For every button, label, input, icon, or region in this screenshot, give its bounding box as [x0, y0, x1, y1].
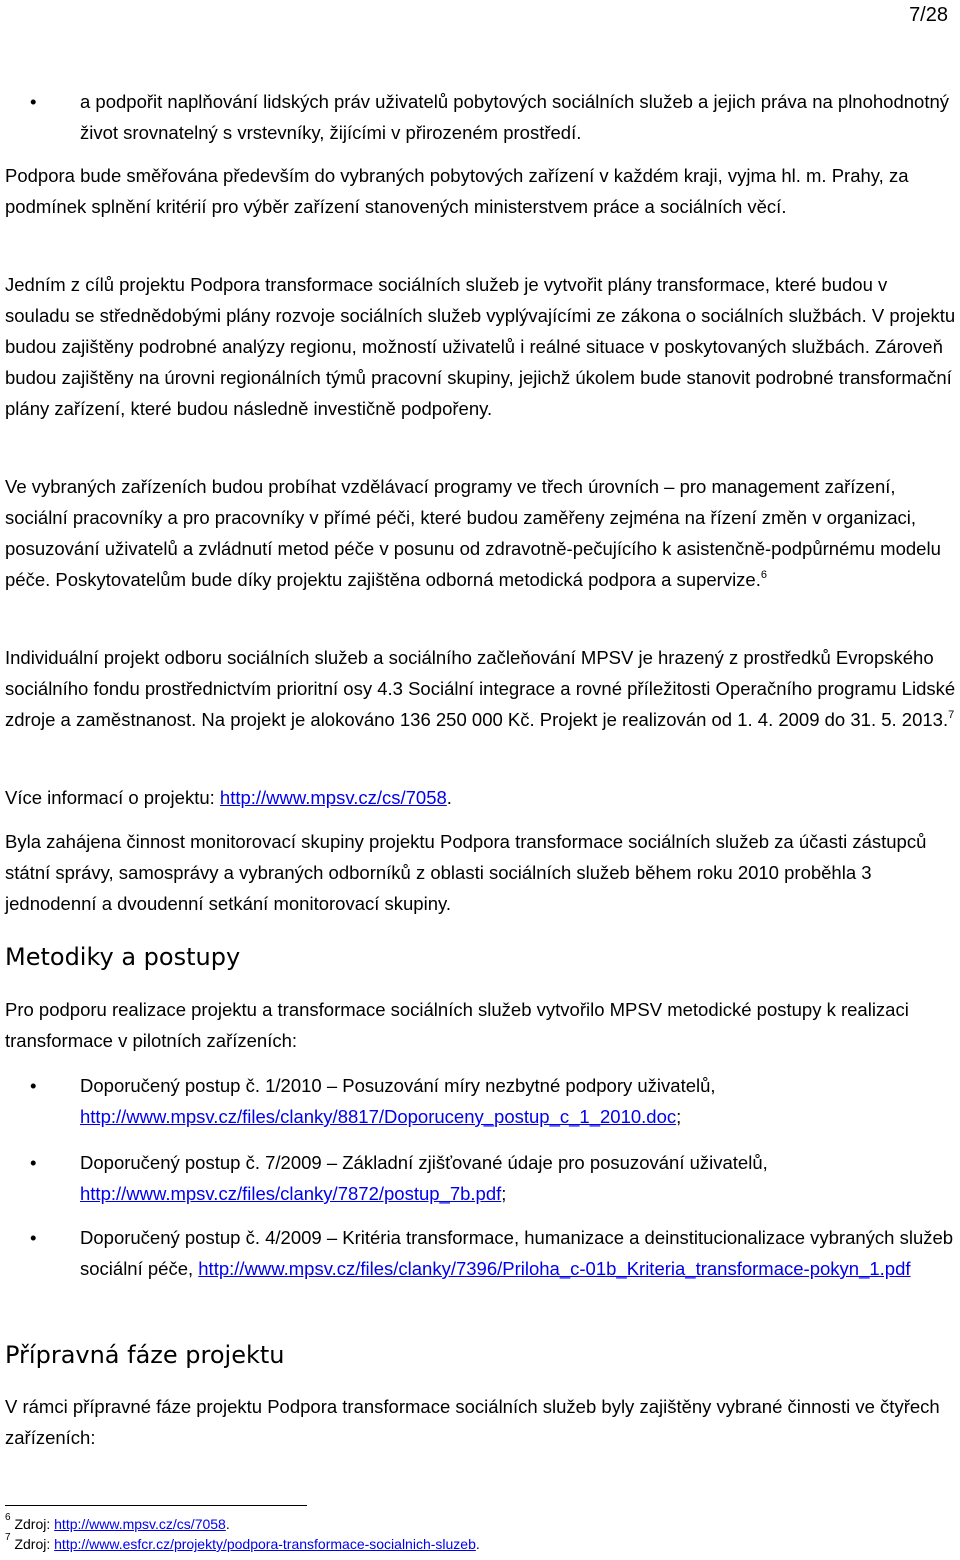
footnote-divider [5, 1505, 307, 1506]
bullet-text [80, 1222, 957, 1284]
paragraph-text: Ve vybraných zařízeních budou probíhat vzdělávací programy ve třech úrovních – pro management zařízení, sociální pracovníky a pro pracovníky v přímé péči, které budou zaměřeny zejména na řízení změn v organizaci, posuzování uživatelů a zvládnutí metod péče v posunu od zdravotně-pečujícího k asistenčně-podpůrnému modelu péče. Poskytovatelům bude díky projektu zajištěna odborná metodická podpora a supervize. [5, 476, 941, 590]
paragraph-text: . [446, 787, 452, 808]
paragraph [5, 782, 957, 813]
footnote [5, 1512, 230, 1533]
bullet-text [80, 1147, 957, 1209]
footnote-suffix: . [225, 1516, 230, 1532]
paragraph [5, 471, 957, 595]
list-item [5, 1147, 957, 1209]
list-item-suffix: ; [676, 1106, 682, 1127]
bullet-icon: • [30, 1152, 37, 1173]
section-heading: Přípravná fáze projektu [5, 1341, 285, 1369]
list-item-text: Doporučený postup č. 4/2009 – Kritéria transformace, humanizace a deinstitucionalizace vybraných služeb sociální péče, [80, 1227, 954, 1279]
list-item-text: Doporučený postup č. 7/2009 – Základní zjišťované údaje pro posuzování uživatelů, [80, 1152, 768, 1173]
footnote-link[interactable]: http://www.mpsv.cz/cs/7058 [54, 1516, 226, 1532]
footnote-suffix: . [475, 1536, 480, 1552]
list-item [5, 1070, 957, 1132]
bullet-icon: • [30, 1227, 37, 1248]
list-item [5, 1222, 957, 1284]
footnote-number: 6 [5, 1512, 11, 1523]
bullet-icon: • [30, 1075, 37, 1096]
paragraph-text: Více informací o projektu: [5, 787, 220, 808]
footnote [5, 1532, 480, 1553]
paragraph [5, 642, 957, 735]
paragraph: Pro podporu realizace projektu a transformace sociálních služeb vytvořilo MPSV metodické postupy k realizaci transformace v pilotních zařízeních: [5, 999, 909, 1051]
footnote-link[interactable]: http://www.esfcr.cz/projekty/podpora-transformace-socialnich-sluzeb [54, 1536, 476, 1552]
document-link[interactable]: http://www.mpsv.cz/files/clanky/7396/Priloha_c-01b_Kriteria_transformace-pokyn_1.pdf [198, 1258, 911, 1279]
paragraph: Podpora bude směřována především do vybraných pobytových zařízení v každém kraji, vyjma hl. m. Prahy, za podmínek splnění kritérií pro výběr zařízení stanovených ministerstvem práce a sociálních věcí. [5, 165, 909, 217]
document-link[interactable]: http://www.mpsv.cz/files/clanky/8817/Doporuceny_postup_c_1_2010.doc [80, 1106, 677, 1127]
section-heading: Metodiky a postupy [5, 943, 241, 971]
paragraph: V rámci přípravné fáze projektu Podpora transformace sociálních služeb byly zajištěny vybrané činnosti ve čtyřech zařízeních: [5, 1396, 940, 1448]
bullet-text [80, 1070, 957, 1132]
list-item-suffix: ; [501, 1183, 507, 1204]
paragraph: Byla zahájena činnost monitorovací skupiny projektu Podpora transformace sociálních služeb za účasti zástupců státní správy, samosprávy a vybraných odborníků z oblasti sociálních služeb během roku 2010 proběhla 3 jednodenní a dvoudenní setkání monitorovací skupiny. [5, 831, 927, 914]
paragraph: Jedním z cílů projektu Podpora transformace sociálních služeb je vytvořit plány transformace, které budou v souladu se střednědobými plány rozvoje sociálních služeb vyplývajícími ze zákona o sociálních službách. V projektu budou zajištěny podrobné analýzy regionu, možností uživatelů i reálné situace v poskytovaných službách. Zároveň budou zajištěny na úrovni regionálních týmů pracovní skupiny, jejichž úkolem bude stanovit podrobné transformační plány zařízení, které budou následně investičně podpořeny. [5, 274, 956, 419]
footnote-label: Zdroj: [14, 1516, 55, 1532]
document-link[interactable]: http://www.mpsv.cz/files/clanky/7872/postup_7b.pdf [80, 1183, 502, 1204]
project-link[interactable]: http://www.mpsv.cz/cs/7058 [219, 787, 447, 808]
footnote-ref[interactable]: 7 [948, 709, 955, 721]
footnote-number: 7 [5, 1532, 11, 1543]
footnote-ref[interactable]: 6 [760, 569, 767, 581]
bullet-icon: • [30, 91, 37, 112]
paragraph-text: Individuální projekt odboru sociálních služeb a sociálního začleňování MPSV je hrazený z prostředků Evropského sociálního fondu prostřednictvím prioritní osy 4.3 Sociální integrace a rovné příležitosti Operačního programu Lidské zdroje a zaměstnanost. Na projekt je alokováno 136 250 000 Kč. Projekt je realizován od 1. 4. 2009 do 31. 5. 2013. [5, 647, 956, 730]
page-number: 7/28 [909, 4, 948, 26]
bullet-text: a podpořit naplňování lidských práv uživatelů pobytových sociálních služeb a jejich práva na plnohodnotný život srovnatelný s vrstevníky, žijícími v přirozeném prostředí. [80, 91, 950, 143]
list-item-text: Doporučený postup č. 1/2010 – Posuzování míry nezbytné podpory uživatelů, [80, 1075, 716, 1096]
list-item [5, 86, 957, 148]
footnote-label: Zdroj: [14, 1536, 55, 1552]
